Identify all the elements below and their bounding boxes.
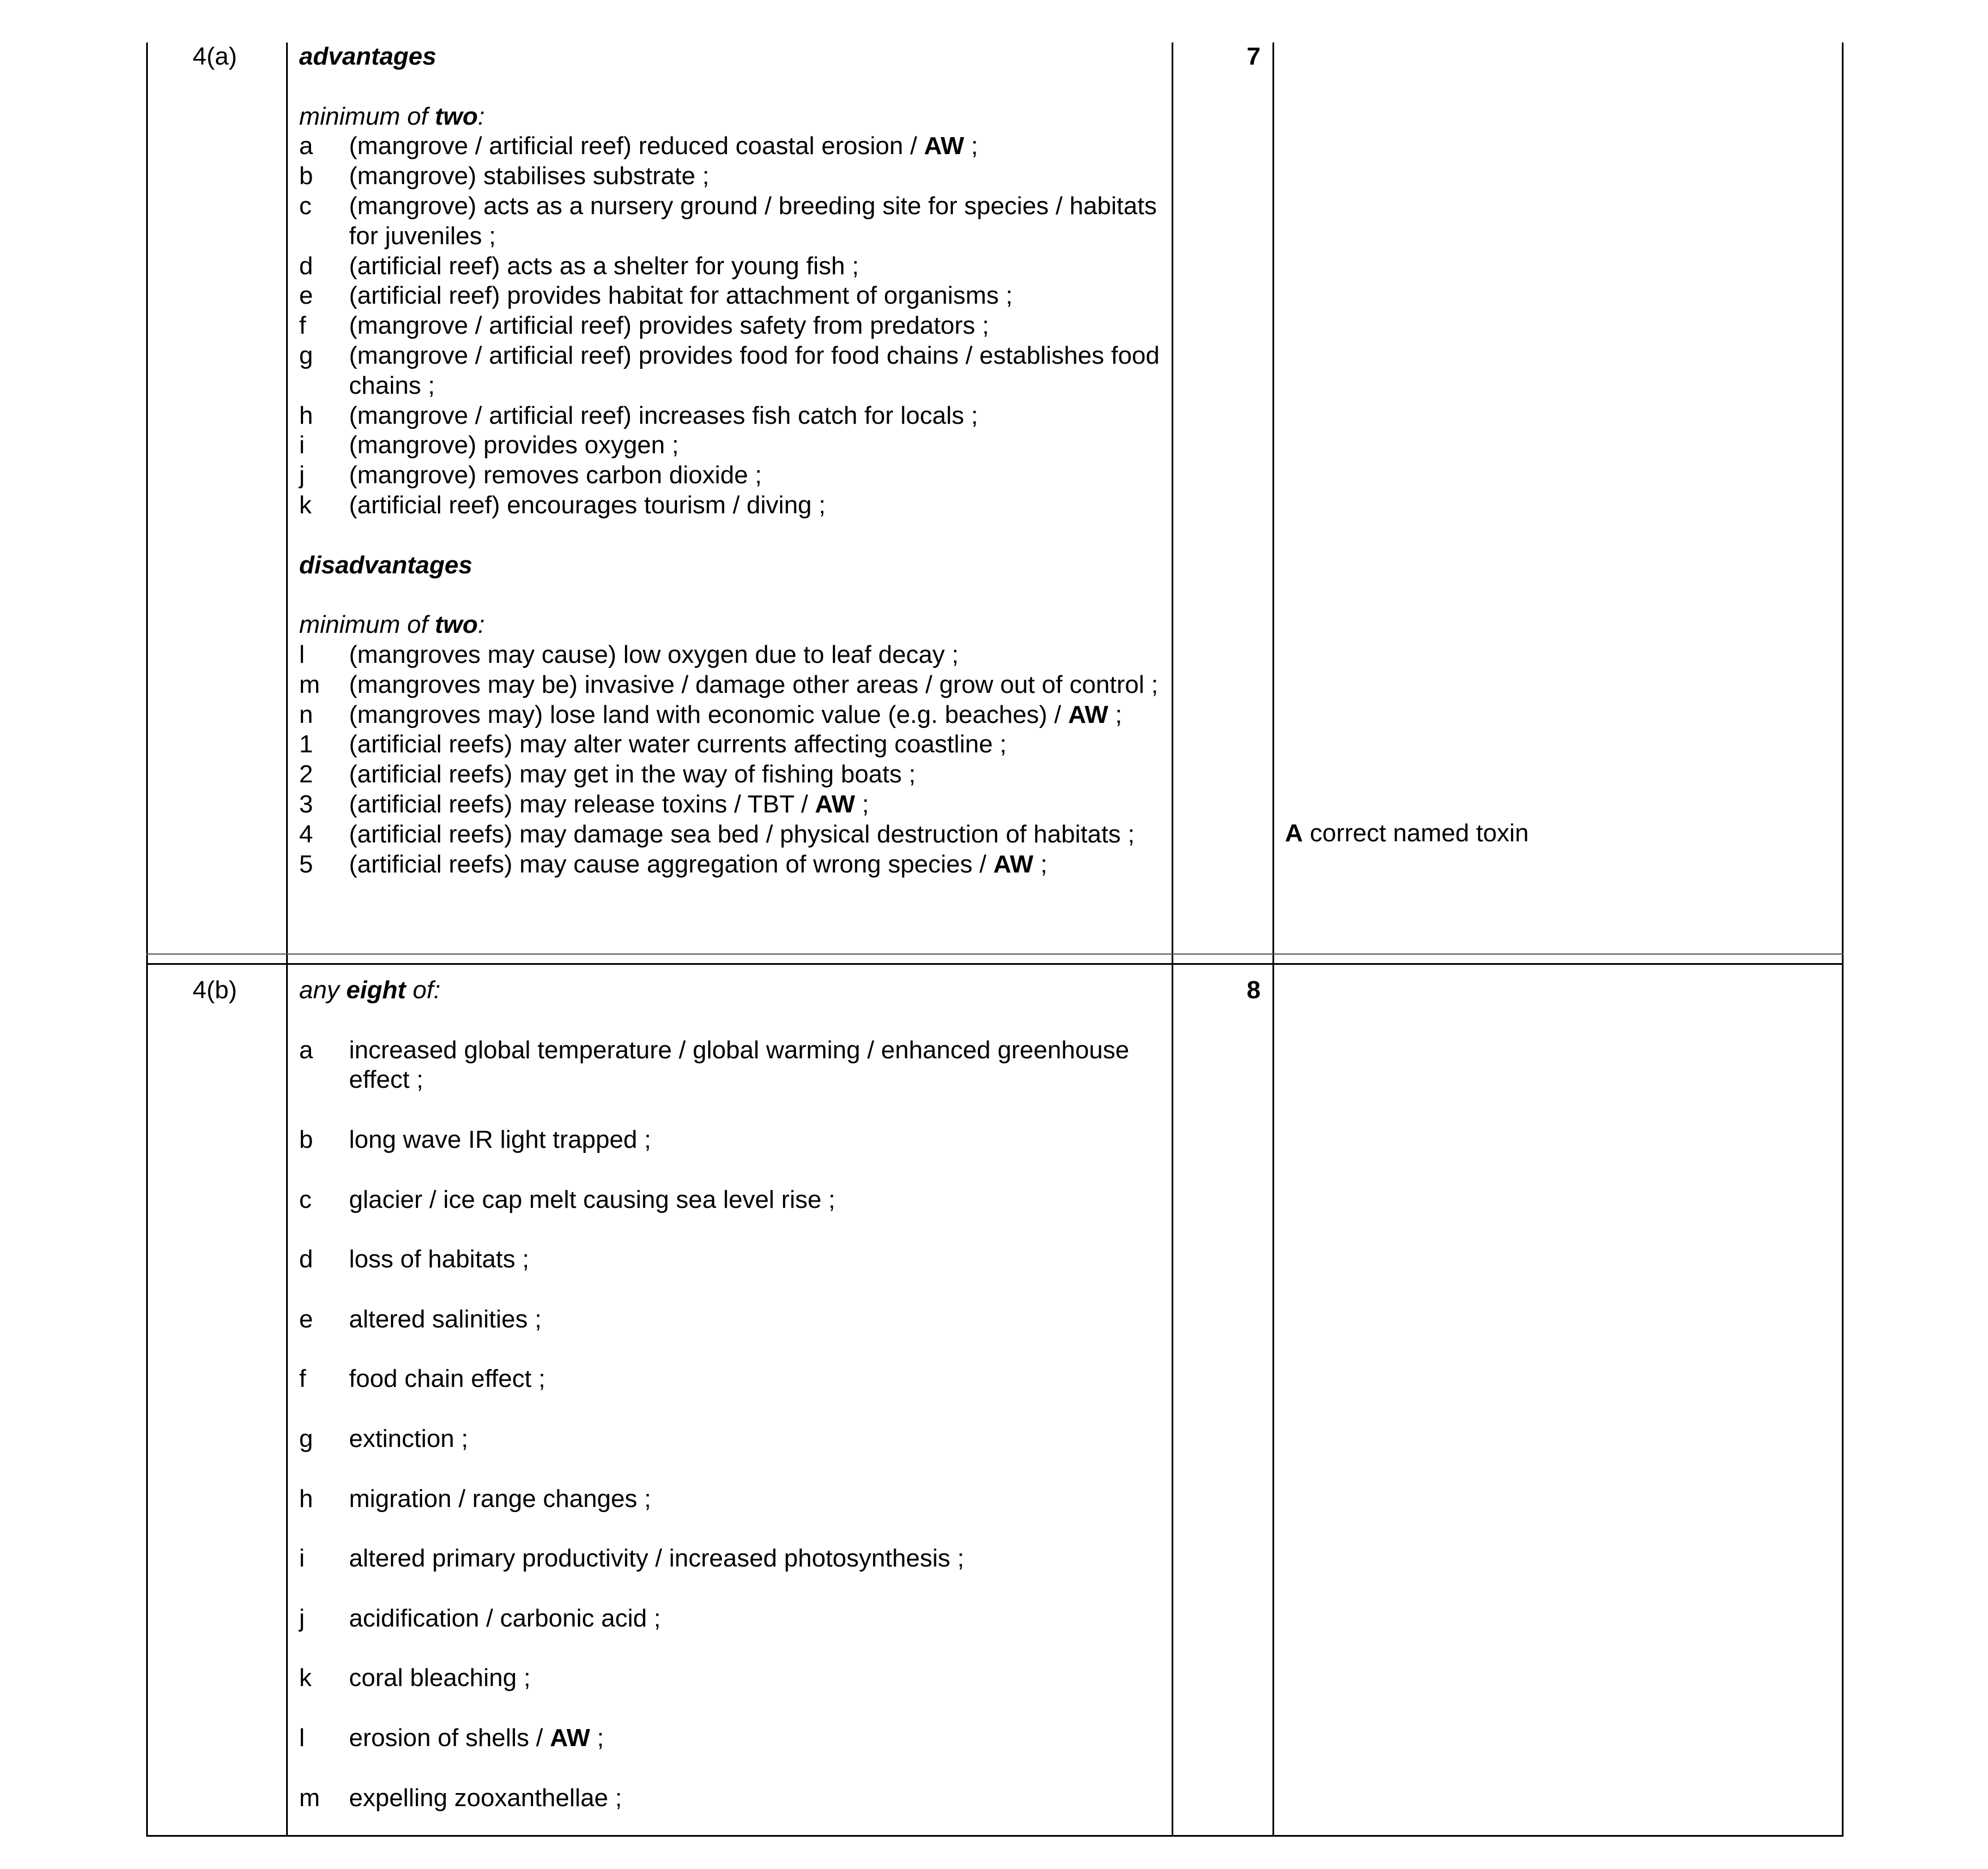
item-text: extinction ; bbox=[349, 1424, 469, 1453]
answer-cell-4a bbox=[299, 42, 1166, 879]
item-label: f bbox=[299, 312, 306, 340]
disadvantages-list bbox=[299, 640, 1166, 879]
list-item bbox=[299, 1305, 1166, 1335]
item-text: (mangrove / artificial reef) provides safety from predators ; bbox=[349, 312, 989, 340]
item-label: m bbox=[299, 670, 320, 699]
item-text: (artificial reefs) may damage sea bed / physical destruction of habitats ; bbox=[349, 820, 1135, 848]
question-number: 4(b) bbox=[193, 976, 237, 1004]
alternative-wording-marker: AW bbox=[1068, 700, 1109, 729]
item-text-tail: ; bbox=[590, 1723, 604, 1752]
list-item bbox=[299, 730, 1166, 760]
item-label: g bbox=[299, 1424, 313, 1453]
item-text: acidification / carbonic acid ; bbox=[349, 1604, 661, 1632]
list-item bbox=[299, 191, 1166, 252]
list-item bbox=[299, 1036, 1166, 1096]
answer-cell-4b bbox=[299, 976, 1166, 1813]
alternative-wording-marker: AW bbox=[993, 850, 1034, 878]
item-text: (mangroves may) lose land with economic value (e.g. beaches) / bbox=[349, 700, 1069, 729]
item-text: food chain effect ; bbox=[349, 1365, 546, 1393]
row-separator-top bbox=[146, 953, 1844, 955]
item-label: c bbox=[299, 191, 312, 220]
item-text: (mangrove / artificial reef) increases fish catch for locals ; bbox=[349, 401, 978, 429]
list-item bbox=[299, 1663, 1166, 1693]
list-item bbox=[299, 820, 1166, 850]
item-label: l bbox=[299, 640, 305, 669]
item-text: (artificial reef) acts as a shelter for young fish ; bbox=[349, 252, 859, 280]
advantages-list bbox=[299, 131, 1166, 520]
disadvantages-instruction: minimum of two: bbox=[299, 611, 485, 639]
item-label: a bbox=[299, 132, 313, 160]
item-label: e bbox=[299, 1305, 313, 1333]
item-label: 1 bbox=[299, 730, 313, 759]
list-item bbox=[299, 640, 1166, 670]
list-item bbox=[299, 760, 1166, 790]
item-text: erosion of shells / bbox=[349, 1723, 550, 1752]
item-text: (mangrove) provides oxygen ; bbox=[349, 431, 679, 459]
item-label: 3 bbox=[299, 790, 313, 818]
item-label: k bbox=[299, 1664, 312, 1692]
list-item bbox=[299, 1783, 1166, 1813]
list-item bbox=[299, 790, 1166, 820]
list-item bbox=[299, 431, 1166, 461]
item-text: (mangrove / artificial reef) reduced coastal erosion / bbox=[349, 132, 924, 160]
list-item bbox=[299, 341, 1166, 401]
item-text: (mangrove) removes carbon dioxide ; bbox=[349, 461, 762, 489]
item-label: f bbox=[299, 1365, 306, 1393]
item-text-tail: ; bbox=[1033, 850, 1048, 878]
alternative-wording-marker: AW bbox=[923, 132, 964, 160]
list-item bbox=[299, 1544, 1166, 1574]
alternative-wording-marker: AW bbox=[550, 1723, 590, 1752]
item-label: j bbox=[299, 461, 305, 489]
list-item bbox=[299, 700, 1166, 730]
item-label: n bbox=[299, 700, 313, 729]
list-item bbox=[299, 670, 1166, 700]
item-text: glacier / ice cap melt causing sea level rise ; bbox=[349, 1185, 836, 1214]
list-item bbox=[299, 1723, 1166, 1753]
item-label: c bbox=[299, 1185, 312, 1214]
answer-points-list bbox=[299, 1036, 1166, 1813]
column-divider-marks bbox=[1272, 42, 1274, 1837]
column-divider-answer bbox=[1172, 42, 1173, 1837]
item-text: loss of habitats ; bbox=[349, 1245, 529, 1274]
item-text: (artificial reefs) may cause aggregation of wrong species / bbox=[349, 850, 994, 878]
item-text: (artificial reefs) may get in the way of fishing boats ; bbox=[349, 760, 916, 789]
item-text-tail: ; bbox=[855, 790, 869, 818]
list-item bbox=[299, 850, 1166, 880]
advantages-heading: advantages bbox=[299, 42, 437, 70]
item-text-tail: ; bbox=[964, 132, 978, 160]
item-label: j bbox=[299, 1604, 305, 1632]
item-text: altered salinities ; bbox=[349, 1305, 542, 1333]
item-label: 2 bbox=[299, 760, 313, 789]
advantages-instruction: minimum of two: bbox=[299, 102, 485, 130]
column-divider-question bbox=[286, 42, 288, 1837]
list-item bbox=[299, 1125, 1166, 1155]
list-item bbox=[299, 1245, 1166, 1275]
item-text: (mangrove) stabilises substrate ; bbox=[349, 162, 709, 190]
item-label: 4 bbox=[299, 820, 313, 848]
item-label: b bbox=[299, 162, 313, 190]
item-label: d bbox=[299, 1245, 313, 1274]
item-text: (mangrove) acts as a nursery ground / breeding site for species / habitats for juveniles ; bbox=[349, 191, 1157, 250]
item-text: coral bleaching ; bbox=[349, 1664, 531, 1692]
item-text: (artificial reef) encourages tourism / diving ; bbox=[349, 491, 826, 519]
item-label: d bbox=[299, 252, 313, 280]
item-text: migration / range changes ; bbox=[349, 1484, 652, 1513]
item-text: expelling zooxanthellae ; bbox=[349, 1783, 622, 1812]
item-label: h bbox=[299, 401, 313, 429]
disadvantages-heading: disadvantages bbox=[299, 551, 472, 579]
alternative-wording-marker: AW bbox=[815, 790, 855, 818]
list-item bbox=[299, 1604, 1166, 1634]
item-label: b bbox=[299, 1125, 313, 1153]
item-label: i bbox=[299, 431, 305, 459]
item-text: (artificial reefs) may release toxins / TBT / bbox=[349, 790, 815, 818]
list-item bbox=[299, 252, 1166, 282]
list-item bbox=[299, 281, 1166, 311]
item-label: m bbox=[299, 1783, 320, 1812]
item-label: a bbox=[299, 1036, 313, 1064]
list-item bbox=[299, 1185, 1166, 1215]
list-item bbox=[299, 1424, 1166, 1454]
list-item bbox=[299, 161, 1166, 191]
item-text: (mangroves may cause) low oxygen due to leaf decay ; bbox=[349, 640, 959, 669]
table-border-right bbox=[1842, 42, 1844, 1837]
guidance-note: A correct named toxin bbox=[1285, 819, 1529, 847]
list-item bbox=[299, 1364, 1166, 1394]
list-item bbox=[299, 491, 1166, 521]
question-number: 4(a) bbox=[193, 42, 237, 70]
item-text: (mangroves may be) invasive / damage other areas / grow out of control ; bbox=[349, 670, 1159, 699]
item-text: (artificial reefs) may alter water currents affecting coastline ; bbox=[349, 730, 1007, 759]
item-label: k bbox=[299, 491, 312, 519]
list-item bbox=[299, 1484, 1166, 1514]
item-label: h bbox=[299, 1484, 313, 1513]
item-label: 5 bbox=[299, 850, 313, 878]
table-border-left bbox=[146, 42, 148, 1837]
table-border-bottom bbox=[146, 1835, 1844, 1837]
item-label: e bbox=[299, 282, 313, 310]
list-item bbox=[299, 311, 1166, 341]
item-text: (artificial reef) provides habitat for attachment of organisms ; bbox=[349, 282, 1013, 310]
row-separator-bottom bbox=[146, 963, 1844, 965]
answer-instruction: any eight of: bbox=[299, 976, 441, 1004]
item-text: altered primary productivity / increased photosynthesis ; bbox=[349, 1544, 964, 1573]
item-text: increased global temperature / global warming / enhanced greenhouse effect ; bbox=[349, 1036, 1130, 1094]
list-item bbox=[299, 401, 1166, 431]
item-text: long wave IR light trapped ; bbox=[349, 1125, 652, 1153]
item-text: (mangrove / artificial reef) provides food for food chains / establishes food chains ; bbox=[349, 341, 1160, 399]
item-text-tail: ; bbox=[1108, 700, 1122, 729]
list-item bbox=[299, 131, 1166, 161]
item-label: g bbox=[299, 341, 313, 369]
item-label: l bbox=[299, 1723, 305, 1752]
item-label: i bbox=[299, 1544, 305, 1573]
list-item bbox=[299, 461, 1166, 491]
marks-value: 7 bbox=[1246, 42, 1261, 70]
marks-value: 8 bbox=[1246, 976, 1261, 1004]
